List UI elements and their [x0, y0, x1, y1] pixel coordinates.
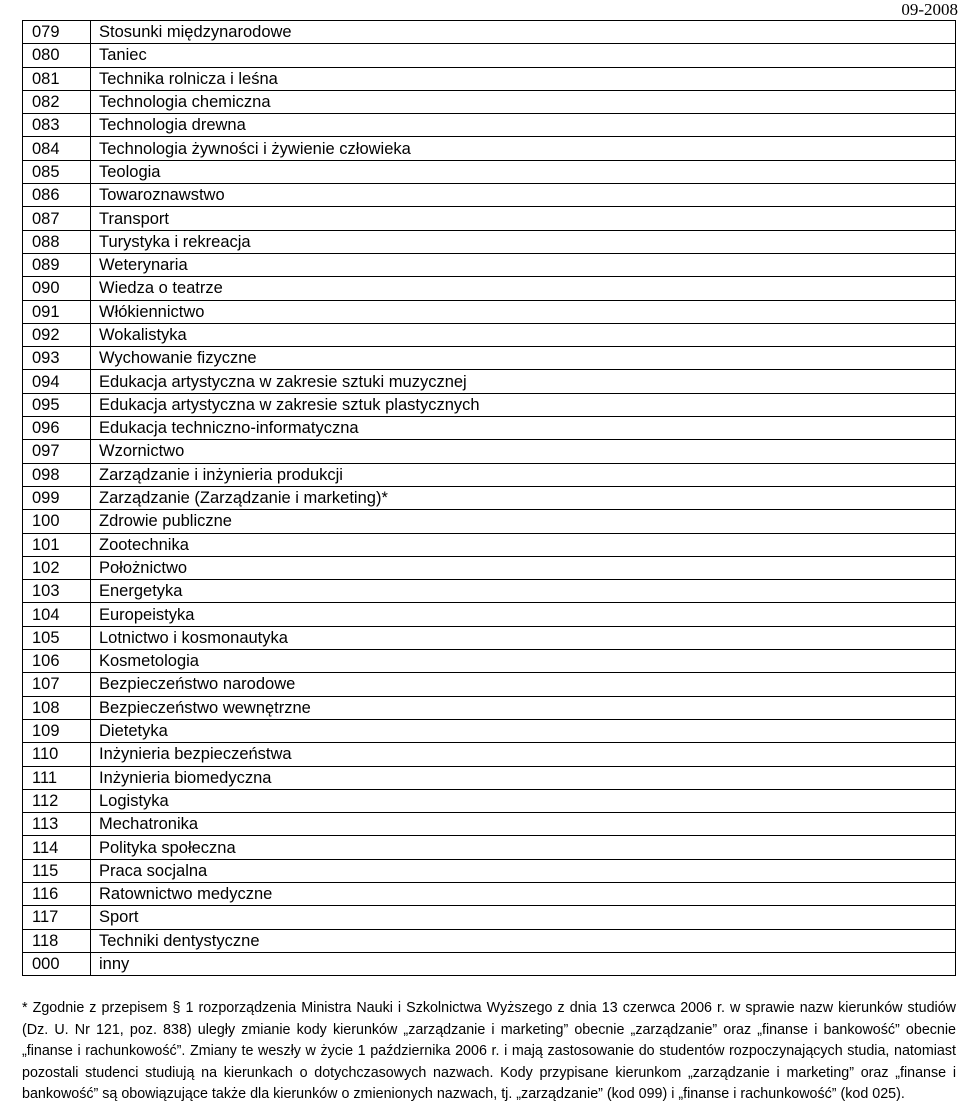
field-name: Dietetyka: [91, 719, 956, 742]
table-row: [23, 253, 956, 276]
field-code: 099: [23, 486, 91, 509]
field-name: inny: [91, 952, 956, 975]
field-code: 090: [23, 277, 91, 300]
field-name: Technologia drewna: [91, 114, 956, 137]
field-code: 087: [23, 207, 91, 230]
field-name: Ratownictwo medyczne: [91, 882, 956, 905]
field-code: 112: [23, 789, 91, 812]
field-code: 080: [23, 44, 91, 67]
table-row: [23, 696, 956, 719]
table-row: [23, 859, 956, 882]
field-name: Towaroznawstwo: [91, 184, 956, 207]
field-name: Weterynaria: [91, 253, 956, 276]
table-row: [23, 347, 956, 370]
field-name: Zootechnika: [91, 533, 956, 556]
field-name: Technika rolnicza i leśna: [91, 67, 956, 90]
field-name: Zarządzanie (Zarządzanie i marketing)*: [91, 486, 956, 509]
field-code: 086: [23, 184, 91, 207]
field-name: Zdrowie publiczne: [91, 510, 956, 533]
field-name: Teologia: [91, 160, 956, 183]
field-code: 118: [23, 929, 91, 952]
field-code: 109: [23, 719, 91, 742]
field-name: Inżynieria biomedyczna: [91, 766, 956, 789]
field-code: 106: [23, 650, 91, 673]
table-row: [23, 766, 956, 789]
field-code: 098: [23, 463, 91, 486]
field-name: Włókiennictwo: [91, 300, 956, 323]
table-row: [23, 230, 956, 253]
table-row: [23, 603, 956, 626]
field-code: 103: [23, 580, 91, 603]
field-name: Kosmetologia: [91, 650, 956, 673]
footnote: * Zgodnie z przepisem § 1 rozporządzenia Ministra Nauki i Szkolnictwa Wyższego z dnia 13 czerwca 2006 r. w sprawie nazw kierunków studiów (Dz. U. Nr 121, poz. 838) uległy zmianie kody kierunków „zarządzanie i marketing” obecnie „zarządzanie” oraz „finanse i bankowość” obecnie „finanse i rachunkowość”. Zmiany te weszły w życie 1 października 2006 r. i mają zastosowanie do studentów rozpoczynających studia, natomiast pozostali studenci studiują na kierunkach o dotychczasowych nazwach. Kody przypisane kierunkom „zarządzanie i marketing” oraz „finanse i bankowość” są obowiązujące także dla kierunków o zmienionych nazwach, tj. „zarządzanie” (kod 099) i „finanse i rachunkowość” (kod 025).: [22, 1000, 956, 1103]
table-row: [23, 952, 956, 975]
field-name: Wokalistyka: [91, 323, 956, 346]
field-name: Energetyka: [91, 580, 956, 603]
table-row: [23, 417, 956, 440]
field-name: Inżynieria bezpieczeństwa: [91, 743, 956, 766]
field-name: Wychowanie fizyczne: [91, 347, 956, 370]
field-name: Technologia chemiczna: [91, 90, 956, 113]
table-row: [23, 207, 956, 230]
table-row: [23, 626, 956, 649]
field-name: Praca socjalna: [91, 859, 956, 882]
table-row: [23, 486, 956, 509]
table-row: [23, 882, 956, 905]
table-row: [23, 813, 956, 836]
field-name: Bezpieczeństwo wewnętrzne: [91, 696, 956, 719]
field-name: Stosunki międzynarodowe: [91, 21, 956, 44]
table-row: [23, 836, 956, 859]
table-row: [23, 21, 956, 44]
field-code: 083: [23, 114, 91, 137]
field-code: 082: [23, 90, 91, 113]
field-name: Turystyka i rekreacja: [91, 230, 956, 253]
table-row: [23, 533, 956, 556]
table-row: [23, 510, 956, 533]
field-name: Sport: [91, 906, 956, 929]
field-code: 102: [23, 556, 91, 579]
field-code: 081: [23, 67, 91, 90]
field-codes-table: [22, 20, 956, 976]
page-date: 09-2008: [901, 0, 958, 19]
field-name: Taniec: [91, 44, 956, 67]
field-code: 088: [23, 230, 91, 253]
table-row: [23, 184, 956, 207]
field-code: 089: [23, 253, 91, 276]
field-code: 079: [23, 21, 91, 44]
field-code: 100: [23, 510, 91, 533]
field-code: 091: [23, 300, 91, 323]
table-row: [23, 67, 956, 90]
field-name: Mechatronika: [91, 813, 956, 836]
table-row: [23, 323, 956, 346]
field-name: Edukacja techniczno-informatyczna: [91, 417, 956, 440]
field-name: Polityka społeczna: [91, 836, 956, 859]
field-name: Lotnictwo i kosmonautyka: [91, 626, 956, 649]
table-row: [23, 906, 956, 929]
field-code: 117: [23, 906, 91, 929]
field-name: Transport: [91, 207, 956, 230]
table-row: [23, 137, 956, 160]
field-code: 116: [23, 882, 91, 905]
field-name: Edukacja artystyczna w zakresie sztuk plastycznych: [91, 393, 956, 416]
table-row: [23, 440, 956, 463]
table-row: [23, 673, 956, 696]
field-code: 113: [23, 813, 91, 836]
field-code: 095: [23, 393, 91, 416]
table-row: [23, 300, 956, 323]
field-code: 096: [23, 417, 91, 440]
table-row: [23, 929, 956, 952]
table-row: [23, 160, 956, 183]
field-name: Techniki dentystyczne: [91, 929, 956, 952]
table-row: [23, 580, 956, 603]
field-name: Logistyka: [91, 789, 956, 812]
field-code: 084: [23, 137, 91, 160]
field-name: Zarządzanie i inżynieria produkcji: [91, 463, 956, 486]
table-row: [23, 277, 956, 300]
field-code: 105: [23, 626, 91, 649]
field-name: Edukacja artystyczna w zakresie sztuki muzycznej: [91, 370, 956, 393]
field-name: Technologia żywności i żywienie człowieka: [91, 137, 956, 160]
field-codes-table-body: [23, 21, 956, 976]
field-code: 114: [23, 836, 91, 859]
table-row: [23, 743, 956, 766]
table-row: [23, 393, 956, 416]
field-code: 107: [23, 673, 91, 696]
table-row: [23, 719, 956, 742]
table-row: [23, 370, 956, 393]
field-code: 111: [23, 766, 91, 789]
table-row: [23, 789, 956, 812]
field-code: 115: [23, 859, 91, 882]
table-row: [23, 650, 956, 673]
field-code: 093: [23, 347, 91, 370]
table-row: [23, 114, 956, 137]
field-code: 092: [23, 323, 91, 346]
field-code: 085: [23, 160, 91, 183]
table-row: [23, 44, 956, 67]
field-name: Wiedza o teatrze: [91, 277, 956, 300]
field-code: 094: [23, 370, 91, 393]
table-row: [23, 463, 956, 486]
field-code: 000: [23, 952, 91, 975]
field-name: Położnictwo: [91, 556, 956, 579]
table-row: [23, 90, 956, 113]
field-code: 101: [23, 533, 91, 556]
table-row: [23, 556, 956, 579]
field-code: 104: [23, 603, 91, 626]
field-name: Europeistyka: [91, 603, 956, 626]
field-code: 110: [23, 743, 91, 766]
field-name: Wzornictwo: [91, 440, 956, 463]
field-code: 097: [23, 440, 91, 463]
field-code: 108: [23, 696, 91, 719]
field-name: Bezpieczeństwo narodowe: [91, 673, 956, 696]
